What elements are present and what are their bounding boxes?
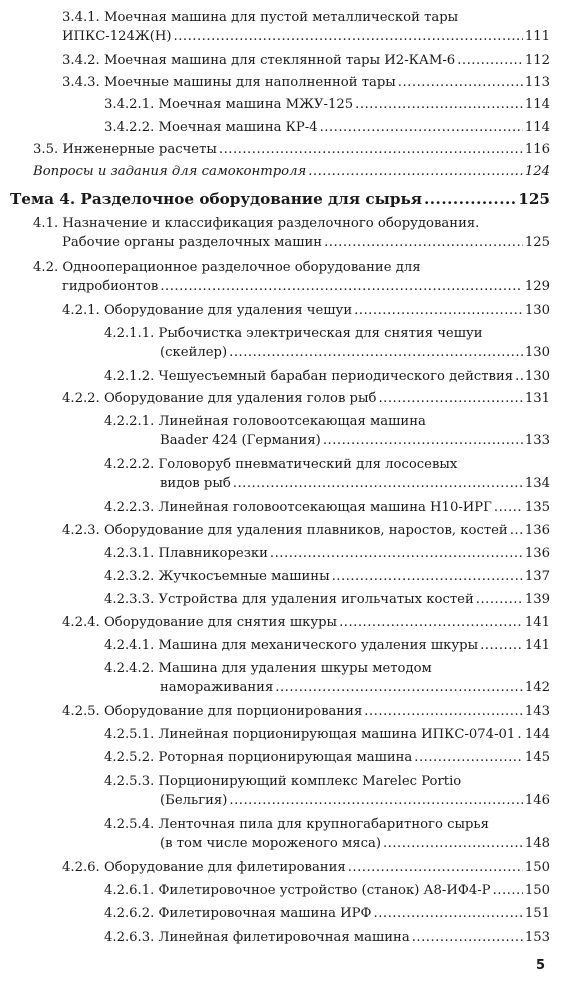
toc-entry bbox=[104, 412, 550, 431]
toc-entry-title: 4.2.3.2. Жучкосъемные машины bbox=[104, 569, 330, 584]
toc-entry bbox=[160, 678, 550, 697]
toc-entry bbox=[62, 301, 550, 320]
toc-entry bbox=[104, 590, 550, 609]
toc-dot-leader bbox=[424, 188, 516, 210]
toc-entry-title: 4.2.6.2. Филетировочная машина ИРФ bbox=[104, 906, 372, 921]
toc-entry bbox=[104, 904, 550, 923]
toc-entry-title: 4.2.1.1. Рыбочистка электрическая для снятия чешуи bbox=[104, 326, 483, 341]
toc-entry-title: видов рыб bbox=[160, 476, 231, 491]
toc-dot-leader bbox=[414, 748, 523, 767]
toc-entry-page: 145 bbox=[524, 750, 550, 765]
toc-entry-page: 130 bbox=[524, 303, 550, 318]
toc-entry-page: 130 bbox=[524, 369, 550, 384]
toc-entry-title: Тема 4. Разделочное оборудование для сырья bbox=[10, 190, 422, 208]
toc-entry bbox=[160, 834, 550, 853]
toc-entry-page: 144 bbox=[524, 727, 550, 742]
toc-entry bbox=[160, 791, 550, 810]
toc-entry-title: Рабочие органы разделочных машин bbox=[62, 235, 323, 250]
toc-entry-title: Baader 424 (Германия) bbox=[160, 433, 321, 448]
toc-entry-title: 4.1. Назначение и классификация разделочного оборудования. bbox=[33, 216, 480, 231]
toc-entry-title: 4.2.5.1. Линейная порционирующая машина ИПКС-074-01 bbox=[104, 727, 516, 742]
toc-entry-page: 135 bbox=[524, 500, 550, 515]
toc-dot-leader bbox=[275, 678, 523, 697]
toc-dot-leader bbox=[355, 95, 523, 114]
toc-entry-title: (в том числе мороженого мяса) bbox=[160, 836, 381, 851]
toc-entry-title: 3.4.1. Моечная машина для пустой металлической тары bbox=[62, 10, 459, 25]
toc-entry-title: 4.2.2. Оборудование для удаления голов рыб bbox=[62, 391, 377, 406]
toc-entry-title: 4.2.6.3. Линейная филетировочная машина bbox=[104, 930, 410, 945]
toc-entry bbox=[62, 27, 550, 46]
toc-dot-leader bbox=[494, 498, 523, 517]
toc-entry-title: 4.2.4.2. Машина для удаления шкуры методом bbox=[104, 661, 432, 676]
toc-entry-title: 3.4.3. Моечные машины для наполненной тары bbox=[62, 75, 396, 90]
toc-dot-leader bbox=[457, 51, 523, 70]
toc-entry-page: 137 bbox=[524, 569, 550, 584]
toc-entry-title: 4.2.4. Оборудование для снятия шкуры bbox=[62, 615, 338, 630]
toc-entry bbox=[62, 521, 550, 540]
toc-entry bbox=[104, 118, 550, 137]
toc-entry-page: 111 bbox=[524, 29, 550, 44]
toc-entry-title: 4.2.2.3. Линейная головоотсекающая машина Н10-ИРГ bbox=[104, 500, 492, 515]
toc-entry-title: 4.2.1.2. Чешуесъемный барабан периодического действия bbox=[104, 369, 514, 384]
toc-entry bbox=[104, 544, 550, 563]
toc-entry bbox=[104, 455, 550, 474]
toc-dot-leader bbox=[229, 343, 523, 362]
toc-dot-leader bbox=[160, 277, 523, 296]
toc-entry-title: (скейлер) bbox=[160, 345, 228, 360]
toc-entry bbox=[33, 140, 550, 159]
toc-entry bbox=[160, 343, 550, 362]
toc-dot-leader bbox=[174, 27, 523, 46]
toc-entry-page: 141 bbox=[524, 615, 550, 630]
toc-entry bbox=[33, 214, 550, 233]
toc-entry bbox=[104, 659, 550, 678]
toc-entry-title: Вопросы и задания для самоконтроля bbox=[33, 164, 307, 179]
toc-entry bbox=[62, 8, 550, 27]
toc-entry-title: 3.5. Инженерные расчеты bbox=[33, 142, 217, 157]
toc-entry bbox=[62, 389, 550, 408]
toc-dot-leader bbox=[398, 73, 523, 92]
toc-entry-page: 146 bbox=[524, 793, 550, 808]
toc-dot-leader bbox=[324, 233, 523, 252]
toc-entry-page: 112 bbox=[524, 53, 550, 68]
toc-entry-title: 4.2.3. Оборудование для удаления плавников, наростов, костей bbox=[62, 523, 508, 538]
toc-entry bbox=[62, 702, 550, 721]
toc-entry bbox=[104, 324, 550, 343]
toc-entry-page: 141 bbox=[524, 638, 550, 653]
toc-dot-leader bbox=[229, 791, 522, 810]
toc-dot-leader bbox=[493, 881, 523, 900]
toc-dot-leader bbox=[308, 162, 523, 181]
toc-entry-page: 130 bbox=[524, 345, 550, 360]
toc-entry-page: 116 bbox=[524, 142, 550, 157]
toc-entry-page: 153 bbox=[524, 930, 550, 945]
toc-entry-title: 4.2.1. Оборудование для удаления чешуи bbox=[62, 303, 353, 318]
toc-entry bbox=[10, 188, 550, 210]
toc-dot-leader bbox=[354, 301, 523, 320]
toc-entry-page: 133 bbox=[524, 433, 550, 448]
toc-dot-leader bbox=[374, 904, 523, 923]
toc-entry-title: наморaживания bbox=[160, 680, 274, 695]
toc-entry-title: гидробионтов bbox=[62, 279, 159, 294]
toc-entry-title: 4.2.5.3. Порционирующий комплекс Marelec Portio bbox=[104, 774, 462, 789]
toc-entry-title: 4.2.2.2. Головоруб пневматический для лососевых bbox=[104, 457, 458, 472]
toc-entry-title: 4.2.2.1. Линейная головоотсекающая машина bbox=[104, 414, 426, 429]
toc-entry-page: 113 bbox=[524, 75, 550, 90]
toc-entry bbox=[62, 277, 550, 296]
toc-entry-page: 143 bbox=[524, 704, 550, 719]
page-number: 5 bbox=[535, 958, 545, 973]
toc-entry-page: 134 bbox=[524, 476, 550, 491]
toc-dot-leader bbox=[517, 725, 523, 744]
toc-entry-title: 4.2.5. Оборудование для порционирования bbox=[62, 704, 363, 719]
toc-entry-page: 151 bbox=[524, 906, 550, 921]
toc-entry bbox=[104, 367, 550, 386]
toc-entry bbox=[160, 431, 550, 450]
toc-entry-title: 3.4.2. Моечная машина для стеклянной тары И2-КАМ-6 bbox=[62, 53, 456, 68]
toc-entry-title: 4.2.6.1. Филетировочное устройство (станок) А8-ИФ4-Р bbox=[104, 883, 491, 898]
toc-entry-page: 114 bbox=[524, 120, 550, 135]
toc-dot-leader bbox=[515, 367, 523, 386]
toc-entry bbox=[104, 772, 550, 791]
toc-dot-leader bbox=[320, 118, 523, 137]
toc-entry-title: 3.4.2.2. Моечная машина КР-4 bbox=[104, 120, 318, 135]
toc-entry-page: 125 bbox=[518, 190, 550, 208]
toc-entry bbox=[104, 567, 550, 586]
toc-entry bbox=[104, 881, 550, 900]
toc-dot-leader bbox=[378, 389, 522, 408]
toc-entry bbox=[104, 95, 550, 114]
toc-entry-title: 4.2.4.1. Машина для механического удаления шкуры bbox=[104, 638, 479, 653]
toc-entry bbox=[104, 636, 550, 655]
toc-dot-leader bbox=[476, 590, 523, 609]
toc-entry-page: 142 bbox=[524, 680, 550, 695]
toc-entry bbox=[62, 73, 550, 92]
toc-entry-title: (Бельгия) bbox=[160, 793, 228, 808]
toc-entry-title: 4.2. Однооперационное разделочное оборудование для bbox=[33, 260, 421, 275]
toc-entry-page: 139 bbox=[524, 592, 550, 607]
toc-entry bbox=[160, 474, 550, 493]
toc-entry bbox=[33, 162, 550, 181]
toc-dot-leader bbox=[270, 544, 523, 563]
toc-entry bbox=[104, 748, 550, 767]
toc-entry bbox=[104, 725, 550, 744]
toc-dot-leader bbox=[510, 521, 523, 540]
toc-entry bbox=[104, 498, 550, 517]
toc-entry-page: 131 bbox=[524, 391, 550, 406]
toc-entry bbox=[62, 613, 550, 632]
toc-dot-leader bbox=[332, 567, 523, 586]
toc-entry-title: 4.2.3.3. Устройства для удаления игольчатых костей bbox=[104, 592, 474, 607]
toc-dot-leader bbox=[383, 834, 523, 853]
toc-entry bbox=[62, 51, 550, 70]
toc-entry-title: 4.2.3.1. Плавникорезки bbox=[104, 546, 268, 561]
toc-dot-leader bbox=[233, 474, 523, 493]
toc-entry-page: 150 bbox=[524, 883, 550, 898]
toc-entry-page: 136 bbox=[524, 546, 550, 561]
toc-entry-page: 114 bbox=[524, 97, 550, 112]
toc-dot-leader bbox=[219, 140, 523, 159]
toc-entry bbox=[62, 233, 550, 252]
toc-entry bbox=[33, 258, 550, 277]
toc-entry-page: 148 bbox=[524, 836, 550, 851]
toc-entry-page: 124 bbox=[524, 164, 550, 179]
toc-entry-title: ИПКС-124Ж(Н) bbox=[62, 29, 172, 44]
toc-entry-title: 4.2.5.4. Ленточная пила для крупногабаритного сырья bbox=[104, 817, 489, 832]
toc-entry-title: 3.4.2.1. Моечная машина МЖУ-125 bbox=[104, 97, 354, 112]
toc-entry bbox=[104, 928, 550, 947]
toc-dot-leader bbox=[480, 636, 523, 655]
toc-entry-page: 125 bbox=[524, 235, 550, 250]
toc-entry-title: 4.2.5.2. Роторная порционирующая машина bbox=[104, 750, 413, 765]
toc-dot-leader bbox=[339, 613, 523, 632]
toc-entry bbox=[104, 815, 550, 834]
toc-entry bbox=[62, 858, 550, 877]
toc-entry-title: 4.2.6. Оборудование для филетирования bbox=[62, 860, 346, 875]
toc-entry-page: 129 bbox=[524, 279, 550, 294]
toc-dot-leader bbox=[348, 858, 523, 877]
toc-entry-page: 136 bbox=[524, 523, 550, 538]
toc-dot-leader bbox=[323, 431, 523, 450]
toc-dot-leader bbox=[412, 928, 523, 947]
toc-entry-page: 150 bbox=[524, 860, 550, 875]
toc-dot-leader bbox=[364, 702, 523, 721]
